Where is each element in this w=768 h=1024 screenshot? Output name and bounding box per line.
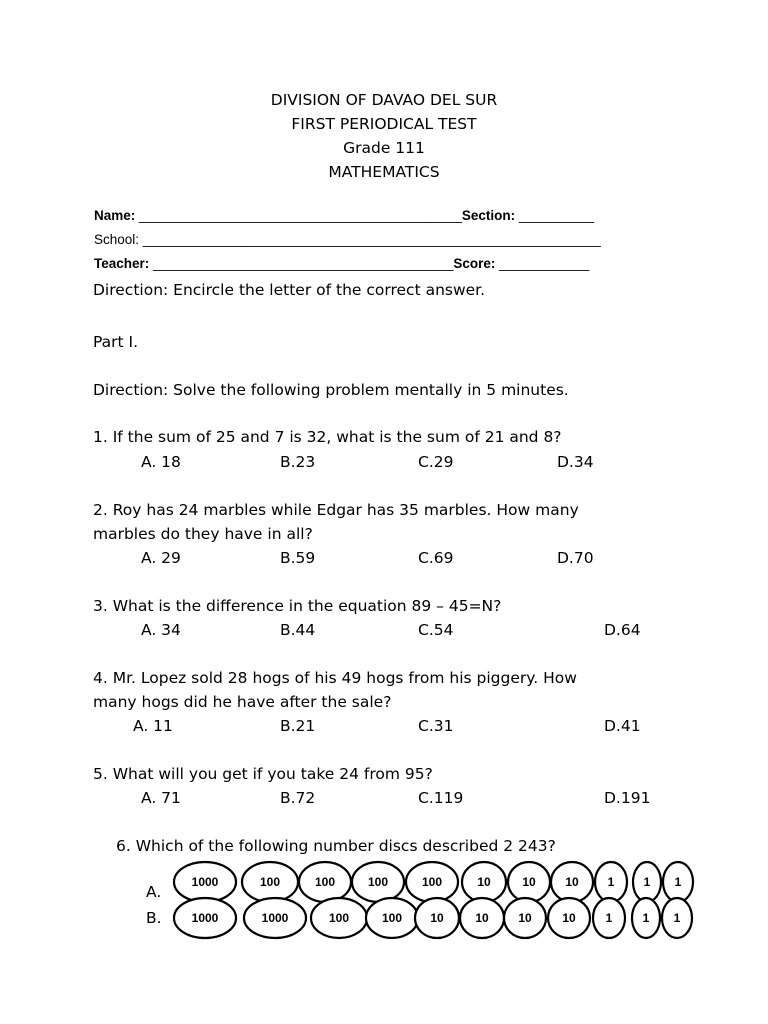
subject-title: MATHEMATICS [328,163,440,181]
option-3c[interactable]: C.54 [418,621,454,639]
score-blank[interactable]: ____________ [495,256,590,271]
disc-value: 100 [381,911,403,925]
disc-value: 10 [562,911,576,925]
number-disc [593,898,625,938]
question-4-cont: many hogs did he have after the sale? [93,693,392,711]
number-disc [311,898,367,938]
number-disc [460,898,504,938]
option-5a[interactable]: A. 71 [141,789,181,807]
disc-value: 10 [477,875,491,889]
number-disc [633,862,661,902]
option-1d[interactable]: D.34 [557,453,594,471]
direction-encircle: Direction: Encircle the letter of the correct answer. [93,281,486,299]
number-disc [352,862,404,902]
disc-value: 1 [642,911,650,925]
teacher-blank[interactable]: ________________________________________ [149,256,454,271]
disc-value: 1 [607,875,615,889]
question-2: 2. Roy has 24 marbles while Edgar has 35 marbles. How many [93,501,579,519]
teacher-label: Teacher: [94,256,150,271]
school-blank[interactable]: _____________________________________________________________ [139,232,601,247]
disc-value: 100 [367,875,389,889]
number-disc [595,862,627,902]
option-3a[interactable]: A. 34 [141,621,181,639]
number-disc [415,898,459,938]
number-disc [508,862,550,902]
section-label: Section: [461,208,516,223]
disc-value: 1000 [191,911,219,925]
option-1c[interactable]: C.29 [418,453,454,471]
disc-row-b-label[interactable]: B. [146,909,162,927]
option-2c[interactable]: C.69 [418,549,454,567]
option-4b[interactable]: B.21 [280,717,316,735]
number-disc [462,862,506,902]
test-title: FIRST PERIODICAL TEST [291,115,477,133]
disc-value: 10 [475,911,489,925]
number-disc [242,862,298,902]
disc-value: 1 [674,875,682,889]
part-heading: Part I. [93,333,139,351]
section-blank[interactable]: __________ [515,208,594,223]
disc-value: 1000 [191,875,219,889]
option-2d[interactable]: D.70 [557,549,594,567]
number-disc [504,898,546,938]
option-5d[interactable]: D.191 [604,789,651,807]
disc-value: 10 [522,875,536,889]
division-title: DIVISION OF DAVAO DEL SUR [270,91,498,109]
disc-value: 1 [605,911,613,925]
number-disc [174,898,236,938]
disc-value: 1 [673,911,681,925]
option-2a[interactable]: A. 29 [141,549,181,567]
disc-value: 10 [430,911,444,925]
number-disc [406,862,458,902]
number-disc [548,898,590,938]
question-5: 5. What will you get if you take 24 from 95? [93,765,433,783]
question-4: 4. Mr. Lopez sold 28 hogs of his 49 hogs from his piggery. How [93,669,577,687]
option-5b[interactable]: B.72 [280,789,316,807]
number-disc [662,898,692,938]
option-4c[interactable]: C.31 [418,717,454,735]
number-disc [244,898,306,938]
disc-value: 1 [643,875,651,889]
score-label: Score: [453,256,496,271]
option-2b[interactable]: B.59 [280,549,316,567]
question-2-cont: marbles do they have in all? [93,525,313,543]
option-5c[interactable]: C.119 [418,789,464,807]
disc-value: 100 [421,875,443,889]
disc-value: 100 [314,875,336,889]
option-4d[interactable]: D.41 [604,717,641,735]
number-disc [174,862,236,902]
grade-title: Grade 111 [343,139,425,157]
disc-value: 1000 [261,911,289,925]
disc-value: 100 [328,911,350,925]
question-3: 3. What is the difference in the equation 89 – 45=N? [93,597,502,615]
disc-value: 100 [259,875,281,889]
school-label: School: [94,232,140,247]
option-3b[interactable]: B.44 [280,621,316,639]
direction-mental: Direction: Solve the following problem mentally in 5 minutes. [93,381,569,399]
option-4a[interactable]: A. 11 [133,717,173,735]
number-disc [299,862,351,902]
number-disc [551,862,593,902]
number-disc [663,862,693,902]
question-6: 6. Which of the following number discs described 2 243? [116,837,556,855]
question-1: 1. If the sum of 25 and 7 is 32, what is the sum of 21 and 8? [93,428,562,446]
name-blank[interactable]: ___________________________________________ [135,208,462,223]
name-label: Name: [94,208,136,223]
option-3d[interactable]: D.64 [604,621,641,639]
number-disc [632,898,660,938]
option-1b[interactable]: B.23 [280,453,316,471]
option-1a[interactable]: A. 18 [141,453,181,471]
disc-value: 10 [565,875,579,889]
disc-row-a-label[interactable]: A. [146,883,162,901]
number-disc [366,898,418,938]
disc-value: 10 [518,911,532,925]
